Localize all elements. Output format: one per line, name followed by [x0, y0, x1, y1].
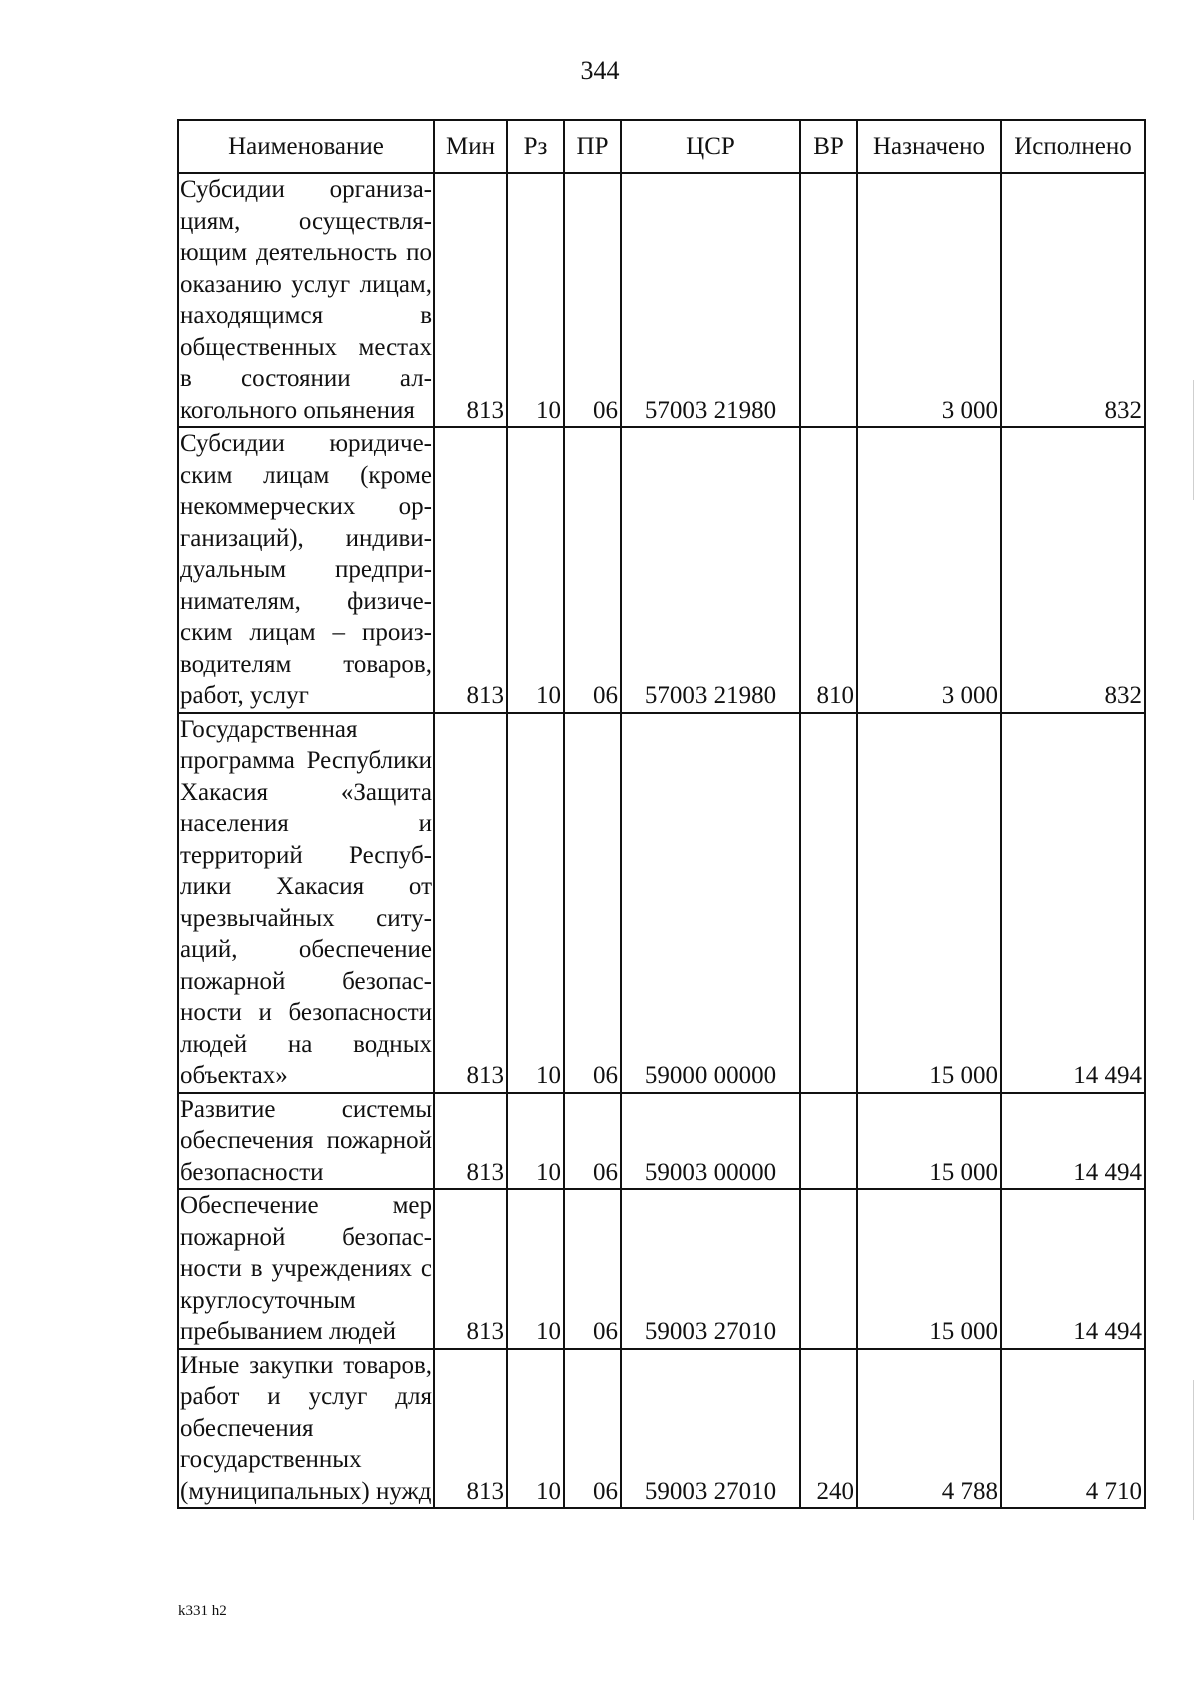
- row-min: 813: [434, 713, 507, 1093]
- row-assigned: 15 000: [857, 1189, 1001, 1349]
- header-name: Наименование: [178, 120, 434, 173]
- header-pr: ПР: [564, 120, 621, 173]
- scan-edge-mark: [1193, 380, 1194, 500]
- table-row: [178, 173, 1145, 427]
- row-min: 813: [434, 1093, 507, 1190]
- row-vr: 240: [800, 1349, 857, 1509]
- row-min: 813: [434, 1349, 507, 1509]
- row-csr: 59003 27010: [621, 1189, 800, 1349]
- scan-edge-mark: [1193, 1380, 1194, 1520]
- table-row: [178, 1349, 1145, 1509]
- row-vr: [800, 173, 857, 427]
- row-pr: 06: [564, 1189, 621, 1349]
- row-executed: 14 494: [1001, 713, 1145, 1093]
- header-rz: Рз: [507, 120, 564, 173]
- row-assigned: 15 000: [857, 1093, 1001, 1190]
- budget-table: [177, 119, 1146, 1509]
- row-executed: 14 494: [1001, 1093, 1145, 1190]
- row-name: Развитие системы обеспечения пожарной безопасности: [178, 1093, 434, 1190]
- row-executed: 832: [1001, 427, 1145, 713]
- row-assigned: 15 000: [857, 713, 1001, 1093]
- row-vr: [800, 713, 857, 1093]
- header-assigned: Назначено: [857, 120, 1001, 173]
- row-executed: 4 710: [1001, 1349, 1145, 1509]
- row-rz: 10: [507, 173, 564, 427]
- table-header-row: [178, 120, 1145, 173]
- header-vr: ВР: [800, 120, 857, 173]
- row-csr: 57003 21980: [621, 173, 800, 427]
- row-pr: 06: [564, 1093, 621, 1190]
- table-row: [178, 427, 1145, 713]
- footer-code: k331 h2: [178, 1603, 227, 1619]
- row-name: Государственная программа Республики Хакасия «Защита населения и территорий Республики Хакасия от чрезвычайных ситуаций, обеспечение пожарной безопасности и безопасности людей на водных объектах»: [178, 713, 434, 1093]
- row-assigned: 3 000: [857, 173, 1001, 427]
- header-csr: ЦСР: [621, 120, 800, 173]
- row-pr: 06: [564, 427, 621, 713]
- row-pr: 06: [564, 713, 621, 1093]
- row-rz: 10: [507, 1093, 564, 1190]
- row-rz: 10: [507, 1349, 564, 1509]
- header-executed: Исполнено: [1001, 120, 1145, 173]
- table-row: [178, 713, 1145, 1093]
- row-vr: [800, 1189, 857, 1349]
- table-row: [178, 1189, 1145, 1349]
- row-vr: 810: [800, 427, 857, 713]
- row-assigned: 3 000: [857, 427, 1001, 713]
- row-rz: 10: [507, 427, 564, 713]
- page-number: 344: [580, 56, 620, 85]
- row-csr: 57003 21980: [621, 427, 800, 713]
- row-name: Обеспечение мер пожарной безопасности в учреждениях с круглосуточным пребыванием людей: [178, 1189, 434, 1349]
- table-row: [178, 1093, 1145, 1190]
- row-csr: 59003 27010: [621, 1349, 800, 1509]
- row-min: 813: [434, 1189, 507, 1349]
- row-name: Иные закупки товаров, работ и услуг для обеспечения государственных (муниципальных) нужд: [178, 1349, 434, 1509]
- row-min: 813: [434, 173, 507, 427]
- row-pr: 06: [564, 173, 621, 427]
- row-executed: 832: [1001, 173, 1145, 427]
- row-rz: 10: [507, 1189, 564, 1349]
- header-min: Мин: [434, 120, 507, 173]
- row-name: Субсидии организациям, осуществляющим деятельность по оказанию услуг лицам, находящимся в общественных местах в состоянии алкогольного опьянения: [178, 173, 434, 427]
- row-name: Субсидии юридическим лицам (кроме некоммерческих организаций), индивидуальным предпринимателям, физическим лицам – производителям товаров, работ, услуг: [178, 427, 434, 713]
- row-pr: 06: [564, 1349, 621, 1509]
- row-executed: 14 494: [1001, 1189, 1145, 1349]
- row-vr: [800, 1093, 857, 1190]
- row-csr: 59003 00000: [621, 1093, 800, 1190]
- row-csr: 59000 00000: [621, 713, 800, 1093]
- row-assigned: 4 788: [857, 1349, 1001, 1509]
- row-rz: 10: [507, 713, 564, 1093]
- row-min: 813: [434, 427, 507, 713]
